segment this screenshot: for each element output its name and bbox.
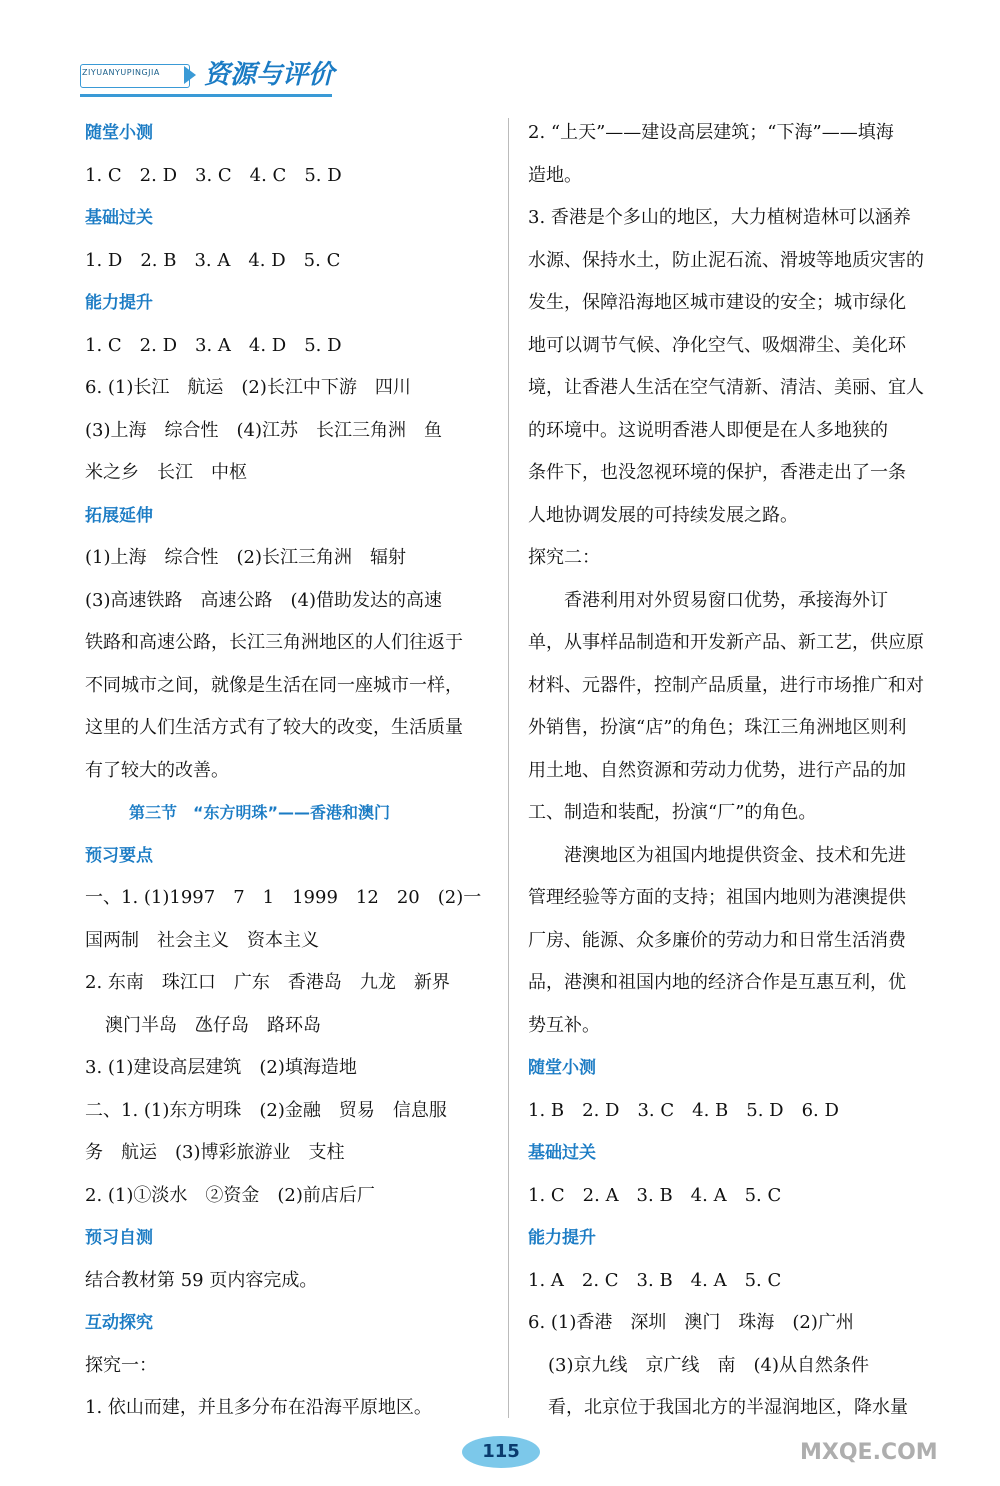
header-rule [80,94,332,97]
left-column [85,112,490,1430]
section-heading: 基础过关 [528,1143,596,1163]
text-line: 的环境中。这说明香港人即便是在人多地狭的 [528,419,888,441]
text-line: 1. D 2. B 3. A 4. D 5. C [85,249,341,271]
text-line: (1)上海 综合性 (2)长江三角洲 辐射 [85,547,406,568]
text-line: 一、1. (1)1997 7 1 1999 12 20 (2)一 [85,887,482,908]
text-line: 管理经验等方面的支持；祖国内地则为港澳提供 [528,887,906,908]
right-column [528,112,933,1430]
text-line: 造地。 [528,164,582,186]
text-line: 米之乡 长江 中枢 [85,462,247,483]
text-line: 这里的人们生活方式有了较大的改变，生活质量 [85,717,463,738]
section-heading: 预习自测 [85,1228,153,1248]
text-line: 2. “上天”——建设高层建筑；“下海”——填海 [528,122,894,143]
section-heading: 随堂小测 [528,1058,596,1078]
section-heading: 拓展延伸 [85,505,153,526]
text-line: 单，从事样品制造和开发新产品、新工艺，供应原 [528,632,924,653]
text-line: 二、1. (1)东方明珠 (2)金融 贸易 信息服 [85,1099,447,1121]
watermark-logo: MXQE.COM [800,1440,938,1465]
text-line: 探究二： [528,547,600,568]
text-line: 务 航运 (3)博彩旅游业 支柱 [85,1142,345,1163]
text-line: (3)京九线 京广线 南 (4)从自然条件 [548,1354,869,1376]
page-header [80,48,340,100]
text-line: 厂房、能源、众多廉价的劳动力和日常生活消费 [528,929,906,951]
text-line: 香港利用对外贸易窗口优势，承接海外订 [564,589,888,611]
text-line: 2. (1)①淡水 ②资金 (2)前店后厂 [85,1184,375,1206]
text-line: 看，北京位于我国北方的半湿润地区，降水量 [548,1397,908,1418]
text-line: 1. C 2. D 3. A 4. D 5. D [85,334,342,356]
text-line: 6. (1)长江 航运 (2)长江中下游 四川 [85,377,411,398]
text-line: 港澳地区为祖国内地提供资金、技术和先进 [564,844,906,866]
section-heading: 第三节 “东方明珠”——香港和澳门 [129,803,391,822]
page-number: 115 [462,1436,540,1468]
section-heading: 预习要点 [85,845,153,866]
text-line: 结合教材第 59 页内容完成。 [85,1269,318,1291]
section-heading: 基础过关 [85,208,153,228]
text-line: 澳门半岛 氹仔岛 路环岛 [105,1014,321,1036]
section-heading: 能力提升 [85,293,153,313]
text-line: 1. B 2. D 3. C 4. B 5. D 6. D [528,1099,839,1121]
header-title: 资源与评价 [204,60,335,90]
text-line: 1. C 2. D 3. C 4. C 5. D [85,164,342,186]
text-line: 不同城市之间，就像是生活在同一座城市一样， [85,674,463,696]
text-line: 1. C 2. A 3. B 4. A 5. C [528,1184,782,1206]
section-heading: 互动探究 [85,1313,153,1333]
text-line: 1. 依山而建，并且多分布在沿海平原地区。 [85,1397,432,1418]
text-line: 工、制造和装配，扮演“厂”的角色。 [528,802,817,823]
text-line: 地可以调节气候、净化空气、吸烟滞尘、美化环 [528,334,906,356]
text-line: 6. (1)香港 深圳 澳门 珠海 (2)广州 [528,1312,854,1333]
text-line: 势互补。 [528,1014,600,1036]
text-line: 有了较大的改善。 [85,759,229,781]
section-heading: 能力提升 [528,1228,596,1248]
text-line: 用土地、自然资源和劳动力优势，进行产品的加 [528,759,906,781]
section-heading: 随堂小测 [85,123,153,143]
text-line: 境，让香港人生活在空气清新、清洁、美丽、宜人 [528,377,924,398]
text-line: 材料、元器件，控制产品质量，进行市场推广和对 [528,674,924,696]
text-line: 1. A 2. C 3. B 4. A 5. C [528,1269,782,1291]
text-line: 发生，保障沿海地区城市建设的安全；城市绿化 [528,292,906,313]
text-line: 外销售，扮演“店”的角色；珠江三角洲地区则利 [528,717,907,738]
text-line: 人地协调发展的可持续发展之路。 [528,504,798,526]
text-line: (3)上海 综合性 (4)江苏 长江三角洲 鱼 [85,419,442,441]
text-line: 铁路和高速公路，长江三角洲地区的人们往返于 [85,632,463,653]
column-divider [508,118,509,1418]
text-line: 3. 香港是个多山的地区，大力植树造林可以涵养 [528,207,911,228]
text-line: 品，港澳和祖国内地的经济合作是互惠互利，优 [528,972,906,993]
text-line: 水源、保持水土，防止泥石流、滑坡等地质灾害的 [528,249,924,271]
header-pinyin: ZIYUANYUPINGJIA [82,68,160,77]
text-line: 国两制 社会主义 资本主义 [85,929,319,951]
text-line: 探究一： [85,1354,157,1376]
text-line: 条件下，也没忽视环境的保护，香港走出了一条 [528,462,906,483]
text-line: 2. 东南 珠江口 广东 香港岛 九龙 新界 [85,972,450,993]
text-line: (3)高速铁路 高速公路 (4)借助发达的高速 [85,589,442,611]
text-line: 3. (1)建设高层建筑 (2)填海造地 [85,1057,357,1078]
header-arrow-icon [184,66,196,84]
